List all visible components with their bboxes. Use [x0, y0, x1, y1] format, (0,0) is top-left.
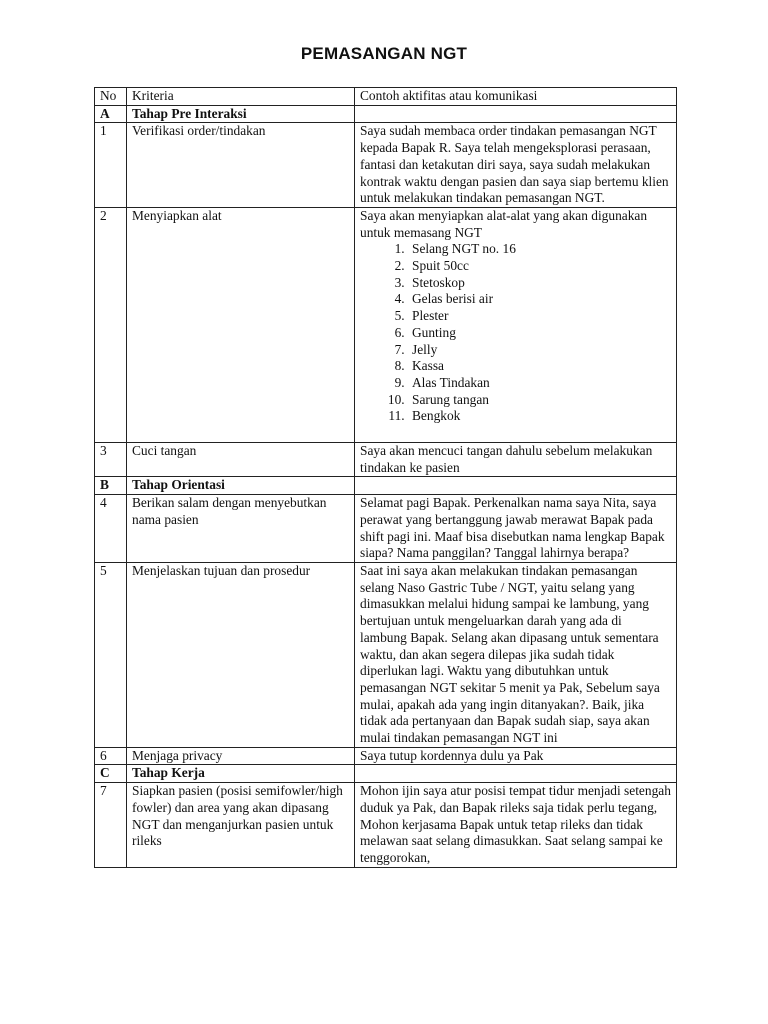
header-criteria: Kriteria — [127, 88, 355, 106]
section-title: Tahap Pre Interaksi — [127, 105, 355, 123]
section-row-c — [95, 765, 677, 783]
table-row-2 — [95, 207, 677, 442]
table-row-3 — [95, 443, 677, 477]
list-item: 9. Alas Tindakan — [408, 375, 671, 392]
list-item: 10. Sarung tangan — [408, 392, 671, 409]
row-example: Saya tutup kordennya dulu ya Pak — [355, 747, 677, 765]
row-criteria: Menyiapkan alat — [127, 207, 355, 442]
section-row-a — [95, 105, 677, 123]
section-title: Tahap Kerja — [127, 765, 355, 783]
row-example: Saat ini saya akan melakukan tindakan pemasangan selang Naso Gastric Tube / NGT, yaitu selang yang dimasukkan melalui hidung sampai ke lambung, yang bertujuan untuk mengeluarkan darah yang ada di lambung Bapak. Selang akan dipasang untuk sementara waktu, dan akan segera dilepas jika sudah tidak diperlukan lagi. Waktu yang dibutuhkan untuk pemasangan NGT sekitar 5 menit ya Pak, Sebelum saya mulai, apakah ada yang ingin ditanyakan?. Baik, jika tidak ada pertanyaan dan Bapak sudah siap, saya akan mulai tindakan pemasangan NGT ini — [355, 562, 677, 747]
list-item: 11. Bengkok — [408, 408, 671, 425]
list-item: 3. Stetoskop — [408, 275, 671, 292]
row-number: 6 — [95, 747, 127, 765]
list-item: 8. Kassa — [408, 358, 671, 375]
list-item: 4. Gelas berisi air — [408, 291, 671, 308]
list-item: 6. Gunting — [408, 325, 671, 342]
row-example-text: Saya akan menyiapkan alat-alat yang akan digunakan untuk memasang NGT — [360, 207, 648, 240]
section-row-b — [95, 477, 677, 495]
section-title: Tahap Orientasi — [127, 477, 355, 495]
row-example — [355, 477, 677, 495]
table-row-6 — [95, 747, 677, 765]
row-criteria: Berikan salam dengan menyebutkan nama pasien — [127, 495, 355, 563]
list-item: 5. Plester — [408, 308, 671, 325]
table-row-4 — [95, 495, 677, 563]
list-item: 1. Selang NGT no. 16 — [408, 241, 671, 258]
row-number: 4 — [95, 495, 127, 563]
row-number: 3 — [95, 443, 127, 477]
row-number: 1 — [95, 123, 127, 208]
row-number: B — [95, 477, 127, 495]
table-row-7 — [95, 783, 677, 868]
criteria-table — [94, 87, 677, 868]
table-row-5 — [95, 562, 677, 747]
row-criteria: Verifikasi order/tindakan — [127, 123, 355, 208]
row-number: A — [95, 105, 127, 123]
row-number: 2 — [95, 207, 127, 442]
header-no: No — [95, 88, 127, 106]
row-example: Saya sudah membaca order tindakan pemasangan NGT kepada Bapak R. Saya telah mengeksplorasi perasaan, fantasi dan ketakutan diri saya, saya sudah melakukan kontrak waktu dengan pasien dan saya siap bertemu klien untuk melakukan tindakan pemasangan NGT. — [355, 123, 677, 208]
table-header-row — [95, 88, 677, 106]
document-title: PEMASANGAN NGT — [300, 44, 468, 63]
row-example — [355, 105, 677, 123]
row-number: 5 — [95, 562, 127, 747]
row-example: Selamat pagi Bapak. Perkenalkan nama saya Nita, saya perawat yang bertanggung jawab merawat Bapak pada shift pagi ini. Maaf bisa disebutkan nama lengkap Bapak siapa? Nama panggilan? Tanggal lahirnya berapa? — [355, 495, 677, 563]
row-example — [355, 765, 677, 783]
row-criteria: Siapkan pasien (posisi semifowler/high fowler) dan area yang akan dipasang NGT dan menganjurkan pasien untuk rileks — [127, 783, 355, 868]
row-example: Saya akan mencuci tangan dahulu sebelum melakukan tindakan ke pasien — [355, 443, 677, 477]
row-criteria: Cuci tangan — [127, 443, 355, 477]
list-item: 7. Jelly — [408, 342, 671, 359]
row-criteria: Menjelaskan tujuan dan prosedur — [127, 562, 355, 747]
row-number: C — [95, 765, 127, 783]
table-row-1 — [95, 123, 677, 208]
list-item: 2. Spuit 50cc — [408, 258, 671, 275]
row-example: Mohon ijin saya atur posisi tempat tidur menjadi setengah duduk ya Pak, dan Bapak rileks saja tidak perlu tegang, Mohon kerjasama Bapak untuk tetap rileks dan tidak melawan saat selang dimasukkan. Saat selang sampai ke tenggorokan, — [355, 783, 677, 868]
row-criteria: Menjaga privacy — [127, 747, 355, 765]
row-number: 7 — [95, 783, 127, 868]
tools-list — [360, 241, 671, 425]
header-example: Contoh aktifitas atau komunikasi — [355, 88, 677, 106]
row-example — [355, 207, 677, 442]
